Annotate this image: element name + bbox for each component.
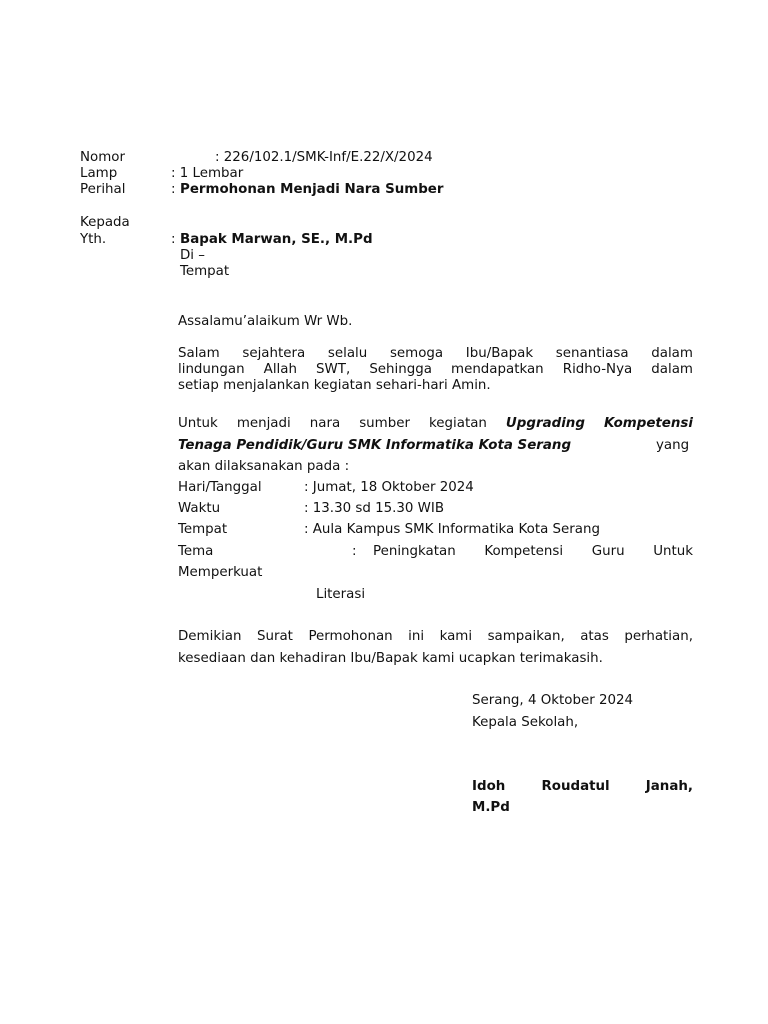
para2-line1 [178,416,693,432]
para2-line2-tail: yang [656,438,690,453]
word: atas [580,629,609,644]
word: perhatian, [624,629,693,644]
yth-label: Yth. [80,232,107,247]
signature-name-line2: M.Pd [472,800,510,815]
word: Salam [178,346,220,361]
word: lindungan [178,362,245,377]
signature-position: Kepala Sekolah, [472,715,579,730]
nomor-label: Nomor [80,150,125,165]
tempat-value: : Aula Kampus SMK Informatika Kota Serang [304,522,600,537]
word: menjadi [236,416,291,431]
tempat-label: Tempat [178,522,228,537]
word: Roudatul [541,779,610,794]
word-bold: Upgrading [505,416,585,431]
yth-colon: : [171,232,176,247]
word: Ibu/Bapak [465,346,534,361]
nomor-value: : 226/102.1/SMK-Inf/E.22/X/2024 [215,150,433,165]
word: Permohonan [308,629,393,644]
para1-line3: setiap menjalankan kegiatan sehari-hari Amin. [178,378,491,393]
word: nara [309,416,341,431]
tema-label: Tema [178,544,214,559]
word: sumber [359,416,410,431]
word: Idoh [472,779,506,794]
word: Kompetensi [484,544,564,559]
closing-line1 [178,629,693,645]
perihal-colon: : [171,182,176,197]
word: semoga [389,346,444,361]
hari-value: : Jumat, 18 Oktober 2024 [304,480,474,495]
word: dalam [651,346,693,361]
para2-line3: akan dilaksanakan pada : [178,459,350,474]
tema-line3: Literasi [316,587,366,602]
word: Surat [256,629,293,644]
waktu-value: : 13.30 sd 15.30 WIB [304,501,445,516]
para1-line2 [178,362,693,378]
para2-line2-bold: Tenaga Pendidik/Guru SMK Informatika Kota Serang [178,438,572,453]
word: sampaikan, [487,629,565,644]
tema-value-line1 [373,544,693,560]
word: selalu [327,346,368,361]
kepada-label: Kepada [80,215,130,230]
word-bold: Kompetensi [603,416,693,431]
recipient-di: Di – [180,248,205,263]
word: Janah, [645,779,693,794]
word: kami [439,629,473,644]
word: Peningkatan [373,544,456,559]
waktu-label: Waktu [178,501,221,516]
greeting: Assalamu’alaikum Wr Wb. [178,314,353,329]
word: Demikian [178,629,242,644]
recipient-name: Bapak Marwan, SE., M.Pd [180,232,373,247]
lamp-label: Lamp [80,166,118,181]
para1-line1 [178,346,693,362]
word: sejahtera [242,346,306,361]
word: mendapatkan [451,362,544,377]
closing-line2: kesediaan dan kehadiran Ibu/Bapak kami ucapkan terimakasih. [178,651,603,666]
word: Untuk [178,416,218,431]
signature-name-line1 [472,779,693,795]
perihal-value: Permohonan Menjadi Nara Sumber [180,182,444,197]
word: Ridho-Nya [562,362,633,377]
perihal-label: Perihal [80,182,126,197]
word: Untuk [653,544,693,559]
recipient-tempat: Tempat [180,264,230,279]
word: kegiatan [429,416,487,431]
word: Sehingga [369,362,432,377]
lamp-value: : 1 Lembar [171,166,244,181]
word: SWT, [316,362,351,377]
tema-colon: : [352,544,357,559]
hari-label: Hari/Tanggal [178,480,262,495]
signature-place-date: Serang, 4 Oktober 2024 [472,693,634,708]
word: dalam [651,362,693,377]
word: senantiasa [555,346,629,361]
word: Guru [591,544,625,559]
word: ini [408,629,425,644]
word: Allah [263,362,297,377]
tema-line2: Memperkuat [178,565,263,580]
